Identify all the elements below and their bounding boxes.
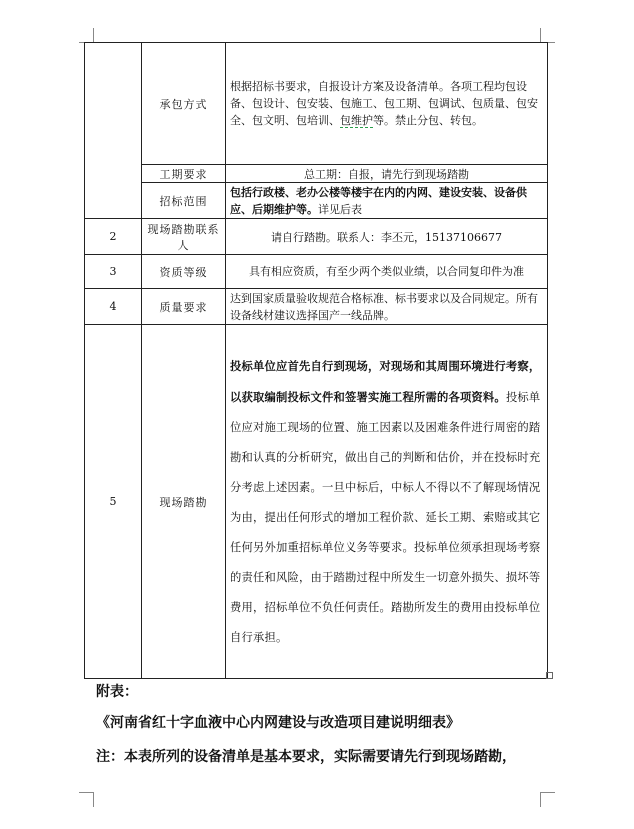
site-contact-label: 现场踏勘联系人: [142, 219, 226, 255]
contract-method-value: 根据招标书要求，自报设计方案及设备清单。各项工程均包设备、包设计、包安装、包施工、包工期、包调试、包质量、包安全、包文明、包培训、包维护等。禁止分包、转包。: [226, 43, 548, 165]
table-row: [85, 289, 548, 325]
row-number: 3: [85, 255, 142, 289]
crop-mark-top-left: [79, 28, 94, 43]
row-number-cell: [85, 43, 142, 219]
crop-mark-bottom-left: [79, 792, 94, 807]
schedule-value: 总工期：自报，请先行到现场踏勘: [226, 165, 548, 183]
quality-value: 达到国家质量验收规范合格标准、标书要求以及合同规定。所有设备线材建议选择国产一线品牌。: [226, 289, 548, 325]
qualification-value: 具有相应资质，有至少两个类似业绩，以合同复印件为准: [226, 255, 548, 289]
table-row: [85, 165, 548, 183]
bid-spec-table: [84, 42, 548, 679]
row-number: 5: [85, 325, 142, 679]
schedule-label: 工期要求: [142, 165, 226, 183]
site-contact-value: 请自行踏勘。联系人：李丕元，15137106677: [226, 219, 548, 255]
site-survey-value: 投标单位应首先自行到现场，对现场和其周围环境进行考察，以获取编制投标文件和签署实施工程所需的各项资料。投标单位应对施工现场的位置、施工因素以及困难条件进行周密的踏勘和认真的分析研究，做出自己的判断和估价，并在投标时充分考虑上述因素。一旦中标后，中标人不得以不了解现场情况为由，提出任何形式的增加工程价款、延长工期、索赔或其它任何另外加重招标单位义务等要求。投标单位须承担现场考察的责任和风险，由于踏勘过程中所发生一切意外损失、损坏等费用，招标单位不负任何责任。踏勘所发生的费用由投标单位自行承担。: [226, 325, 548, 679]
attachment-label: 附表：: [96, 684, 138, 700]
table-row: [85, 325, 548, 679]
quality-label: 质量要求: [142, 289, 226, 325]
row-number: 2: [85, 219, 142, 255]
table-row: [85, 183, 548, 219]
crop-mark-top-right: [540, 28, 555, 43]
maintenance-underlined-text: 包维护: [340, 114, 373, 127]
scope-value: 包括行政楼、老办公楼等楼宇在内的内网、建设安装、设备供应、后期维护等。详见后表: [226, 183, 548, 219]
table-row: [85, 219, 548, 255]
crop-mark-bottom-right: [540, 792, 555, 807]
attachment-title: 《河南省红十字血液中心内网建设与改造项目建说明细表》: [96, 715, 460, 731]
qualification-label: 资质等级: [142, 255, 226, 289]
contract-method-label: 承包方式: [142, 43, 226, 165]
attachment-note: 注：本表所列的设备清单是基本要求，实际需要请先行到现场踏勘，: [96, 749, 516, 765]
table-row: [85, 255, 548, 289]
row-number: 4: [85, 289, 142, 325]
table-row: [85, 43, 548, 165]
site-survey-label: 现场踏勘: [142, 325, 226, 679]
table-resize-handle[interactable]: [546, 672, 553, 679]
scope-label: 招标范围: [142, 183, 226, 219]
